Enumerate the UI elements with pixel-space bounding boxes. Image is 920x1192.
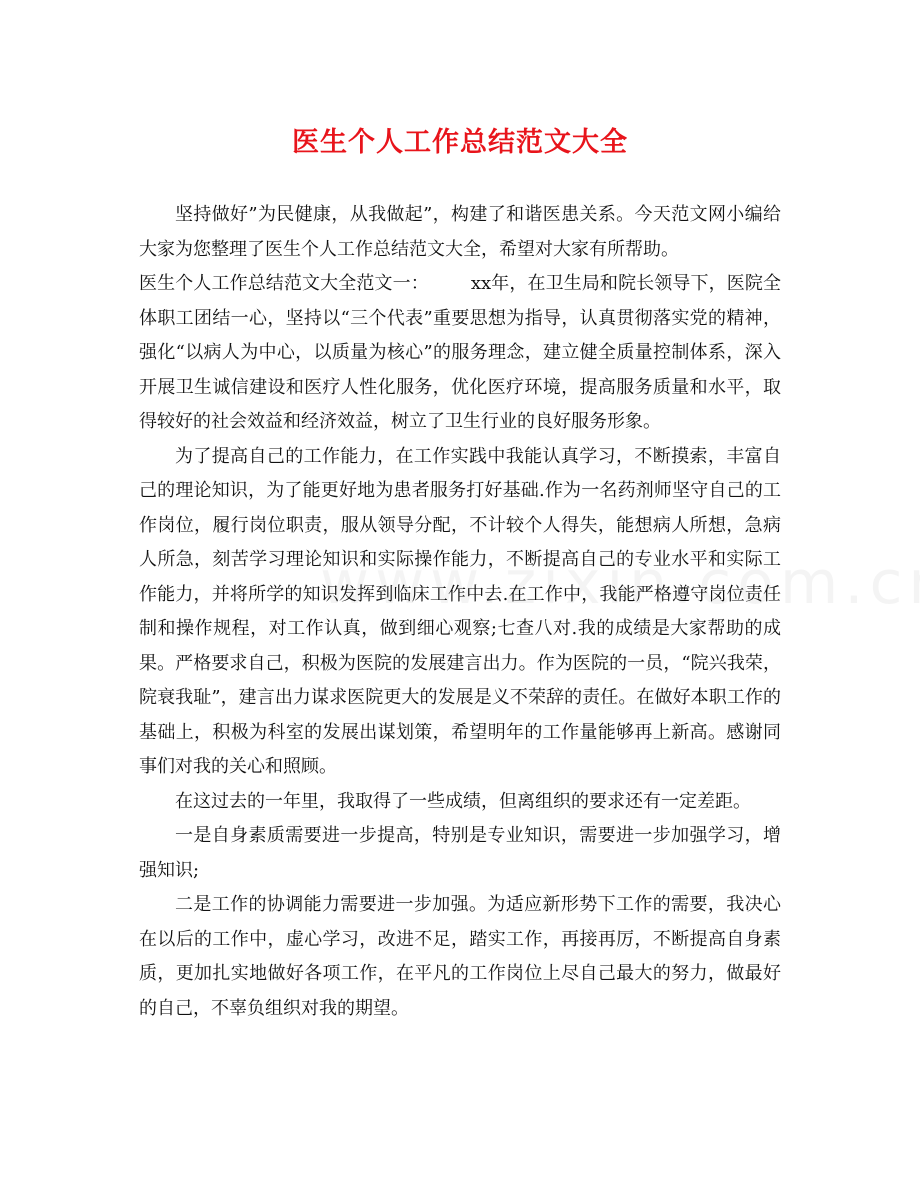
paragraph-point-one: 一是自身素质需要进一步提高，特别是专业知识，需要进一步加强学习，增强知识; [139,825,781,881]
paragraph-sample-one [139,267,781,440]
paragraph-work-ability: 为了提高自己的工作能力，在工作实践中我能认真学习，不断摸索，丰富自己的理论知识，为了能更好地为患者服务打好基础.作为一名药剂师坚守自己的工作岗位，履行岗位职责，服从领导分配，不计较个人得失，能想病人所想，急病人所急，刻苦学习理论知识和实际操作能力，不断提高自己的专业水平和实际工作能力，并将所学的知识发挥到临床工作中去.在工作中，我能严格遵守岗位责任制和操作规程，对工作认真，做到细心观察;七查八对.我的成绩是大家帮助的成果。严格要求自己，积极为医院的发展建言出力。作为医院的一员，“院兴我荣，院衰我耻”，建言出力谋求医院更大的发展是义不荣辞的责任。在做好本职工作的基础上，积极为科室的发展出谋划策，希望明年的工作量能够再上新高。感谢同事们对我的关心和照顾。 [139,445,781,777]
sample-label: 医生个人工作总结范文大全范文一： [139,273,429,294]
page-title: 医生个人工作总结范文大全 [292,127,628,158]
paragraph-achievements: 在这过去的一年里，我取得了一些成绩，但离组织的要求还有一定差距。 [175,790,751,812]
paragraph-intro: 坚持做好”为民健康，从我做起”，构建了和谐医患关系。今天范文网小编给大家为您整理了医生个人工作总结范文大全，希望对大家有所帮助。 [139,204,781,260]
paragraph-point-two: 二是工作的协调能力需要进一步加强。为适应新形势下工作的需要，我决心在以后的工作中，虚心学习，改进不足，踏实工作，再接再厉，不断提高自身素质，更加扎实地做好各项工作，在平凡的工作岗位上尽自己最大的努力，做最好的自己，不辜负组织对我的期望。 [139,894,781,1019]
document-body [139,198,781,1026]
sample-body: xx年，在卫生局和院长领导下，医院全体职工团结一心，坚持以“三个代表”重要思想为指导，认真贯彻落实党的精神，强化“以病人为中心，以质量为核心”的服务理念，建立健全质量控制体系，深入开展卫生诚信建设和医疗人性化服务，优化医疗环境，提高服务质量和水平，取得较好的社会效益和经济效益，树立了卫生行业的良好服务形象。 [139,273,781,432]
